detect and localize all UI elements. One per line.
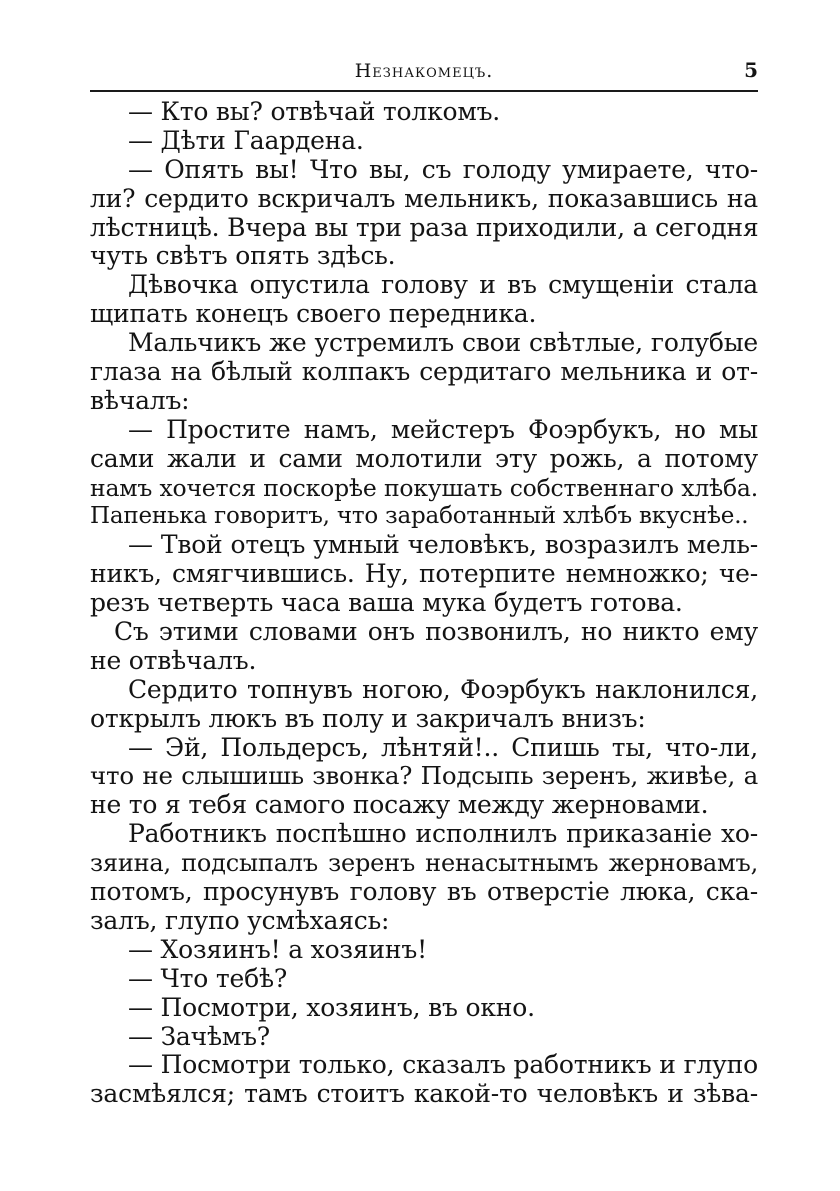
text-line: что не слышишь звонка? Подсыпь зеренъ, живѣе, а	[90, 761, 758, 791]
page-text	[90, 98, 758, 1109]
text-line: — Посмотри, хозяинъ, въ окно.	[128, 992, 535, 1022]
page-number: 5	[744, 58, 758, 82]
text-line: намъ хочется поскорѣе покушать собственнаго хлѣба.	[90, 473, 758, 502]
text-line: — Простите намъ, мейстеръ Фоэрбукъ, но мы	[128, 414, 758, 444]
text-line: Мальчикъ же устремилъ свои свѣтлые, голубые	[128, 328, 758, 358]
text-line: щипать конецъ своего передника.	[90, 299, 537, 329]
text-line: — Твой отецъ умный человѣкъ, возразилъ мель-	[128, 530, 758, 560]
book-page	[90, 52, 758, 1109]
text-line: засмѣялся; тамъ стоитъ какой-то человѣкъ и зѣва-	[90, 1079, 758, 1109]
text-line: залъ, глупо усмѣхаясь:	[90, 905, 390, 935]
text-line: открылъ люкъ въ полу и закричалъ внизъ:	[90, 703, 646, 733]
text-line: — Эй, Польдерсъ, лѣнтяй!.. Спишь ты, что-ли,	[128, 732, 758, 762]
text-line: потомъ, просунувъ голову въ отверстiе люка, ска-	[90, 877, 758, 907]
text-line: — Хозяинъ! а хозяинъ!	[128, 934, 427, 964]
text-line: Дѣвочка опустила голову и въ смущенiи стала	[128, 270, 758, 300]
text-line: Съ этими словами онъ позвонилъ, но никто ему	[114, 617, 758, 647]
text-line: — Посмотри только, сказалъ работникъ и глупо	[128, 1050, 758, 1080]
running-title: Незнакомецъ.	[354, 60, 494, 82]
text-line: не отвѣчалъ.	[90, 645, 257, 675]
text-line: — Кто вы? отвѣчай толкомъ.	[128, 97, 501, 126]
text-line: не то я тебя самого посажу между жерновами.	[90, 790, 709, 820]
text-line: — Что тебѣ?	[128, 963, 288, 993]
text-line: сами жали и сами молотили эту рожь, а потому	[90, 443, 758, 473]
text-line: — Дѣти Гаардена.	[128, 125, 364, 155]
text-line: ли? сердито вскричалъ мельникъ, показавшись на	[90, 183, 758, 213]
text-line: Сердито топнувъ ногою, Фоэрбукъ наклонился,	[128, 674, 758, 704]
text-line: Папенька говоритъ, что заработанный хлѣбъ вкуснѣе..	[90, 503, 749, 530]
text-line: глаза на бѣлый колпакъ сердитаго мельника и от-	[90, 357, 758, 387]
text-line: никъ, смягчившись. Ну, потерпите немножко; че-	[90, 559, 758, 589]
text-line: — Опять вы! Что вы, съ голоду умираете, что-	[128, 154, 758, 184]
text-line: лѣстницѣ. Вчера вы три раза приходили, а сегодня	[90, 212, 759, 242]
running-header	[90, 52, 758, 92]
text-line: чуть свѣтъ опять здѣсь.	[90, 241, 396, 271]
text-line: вѣчалъ:	[90, 385, 190, 415]
text-line: Работникъ поспѣшно исполнилъ приказанiе хо-	[128, 819, 758, 849]
text-line: — Зачѣмъ?	[128, 1021, 270, 1051]
text-line: резъ четверть часа ваша мука будетъ готова.	[90, 588, 683, 618]
text-line: зяина, подсыпалъ зеренъ ненасытнымъ жерновамъ,	[90, 849, 758, 878]
